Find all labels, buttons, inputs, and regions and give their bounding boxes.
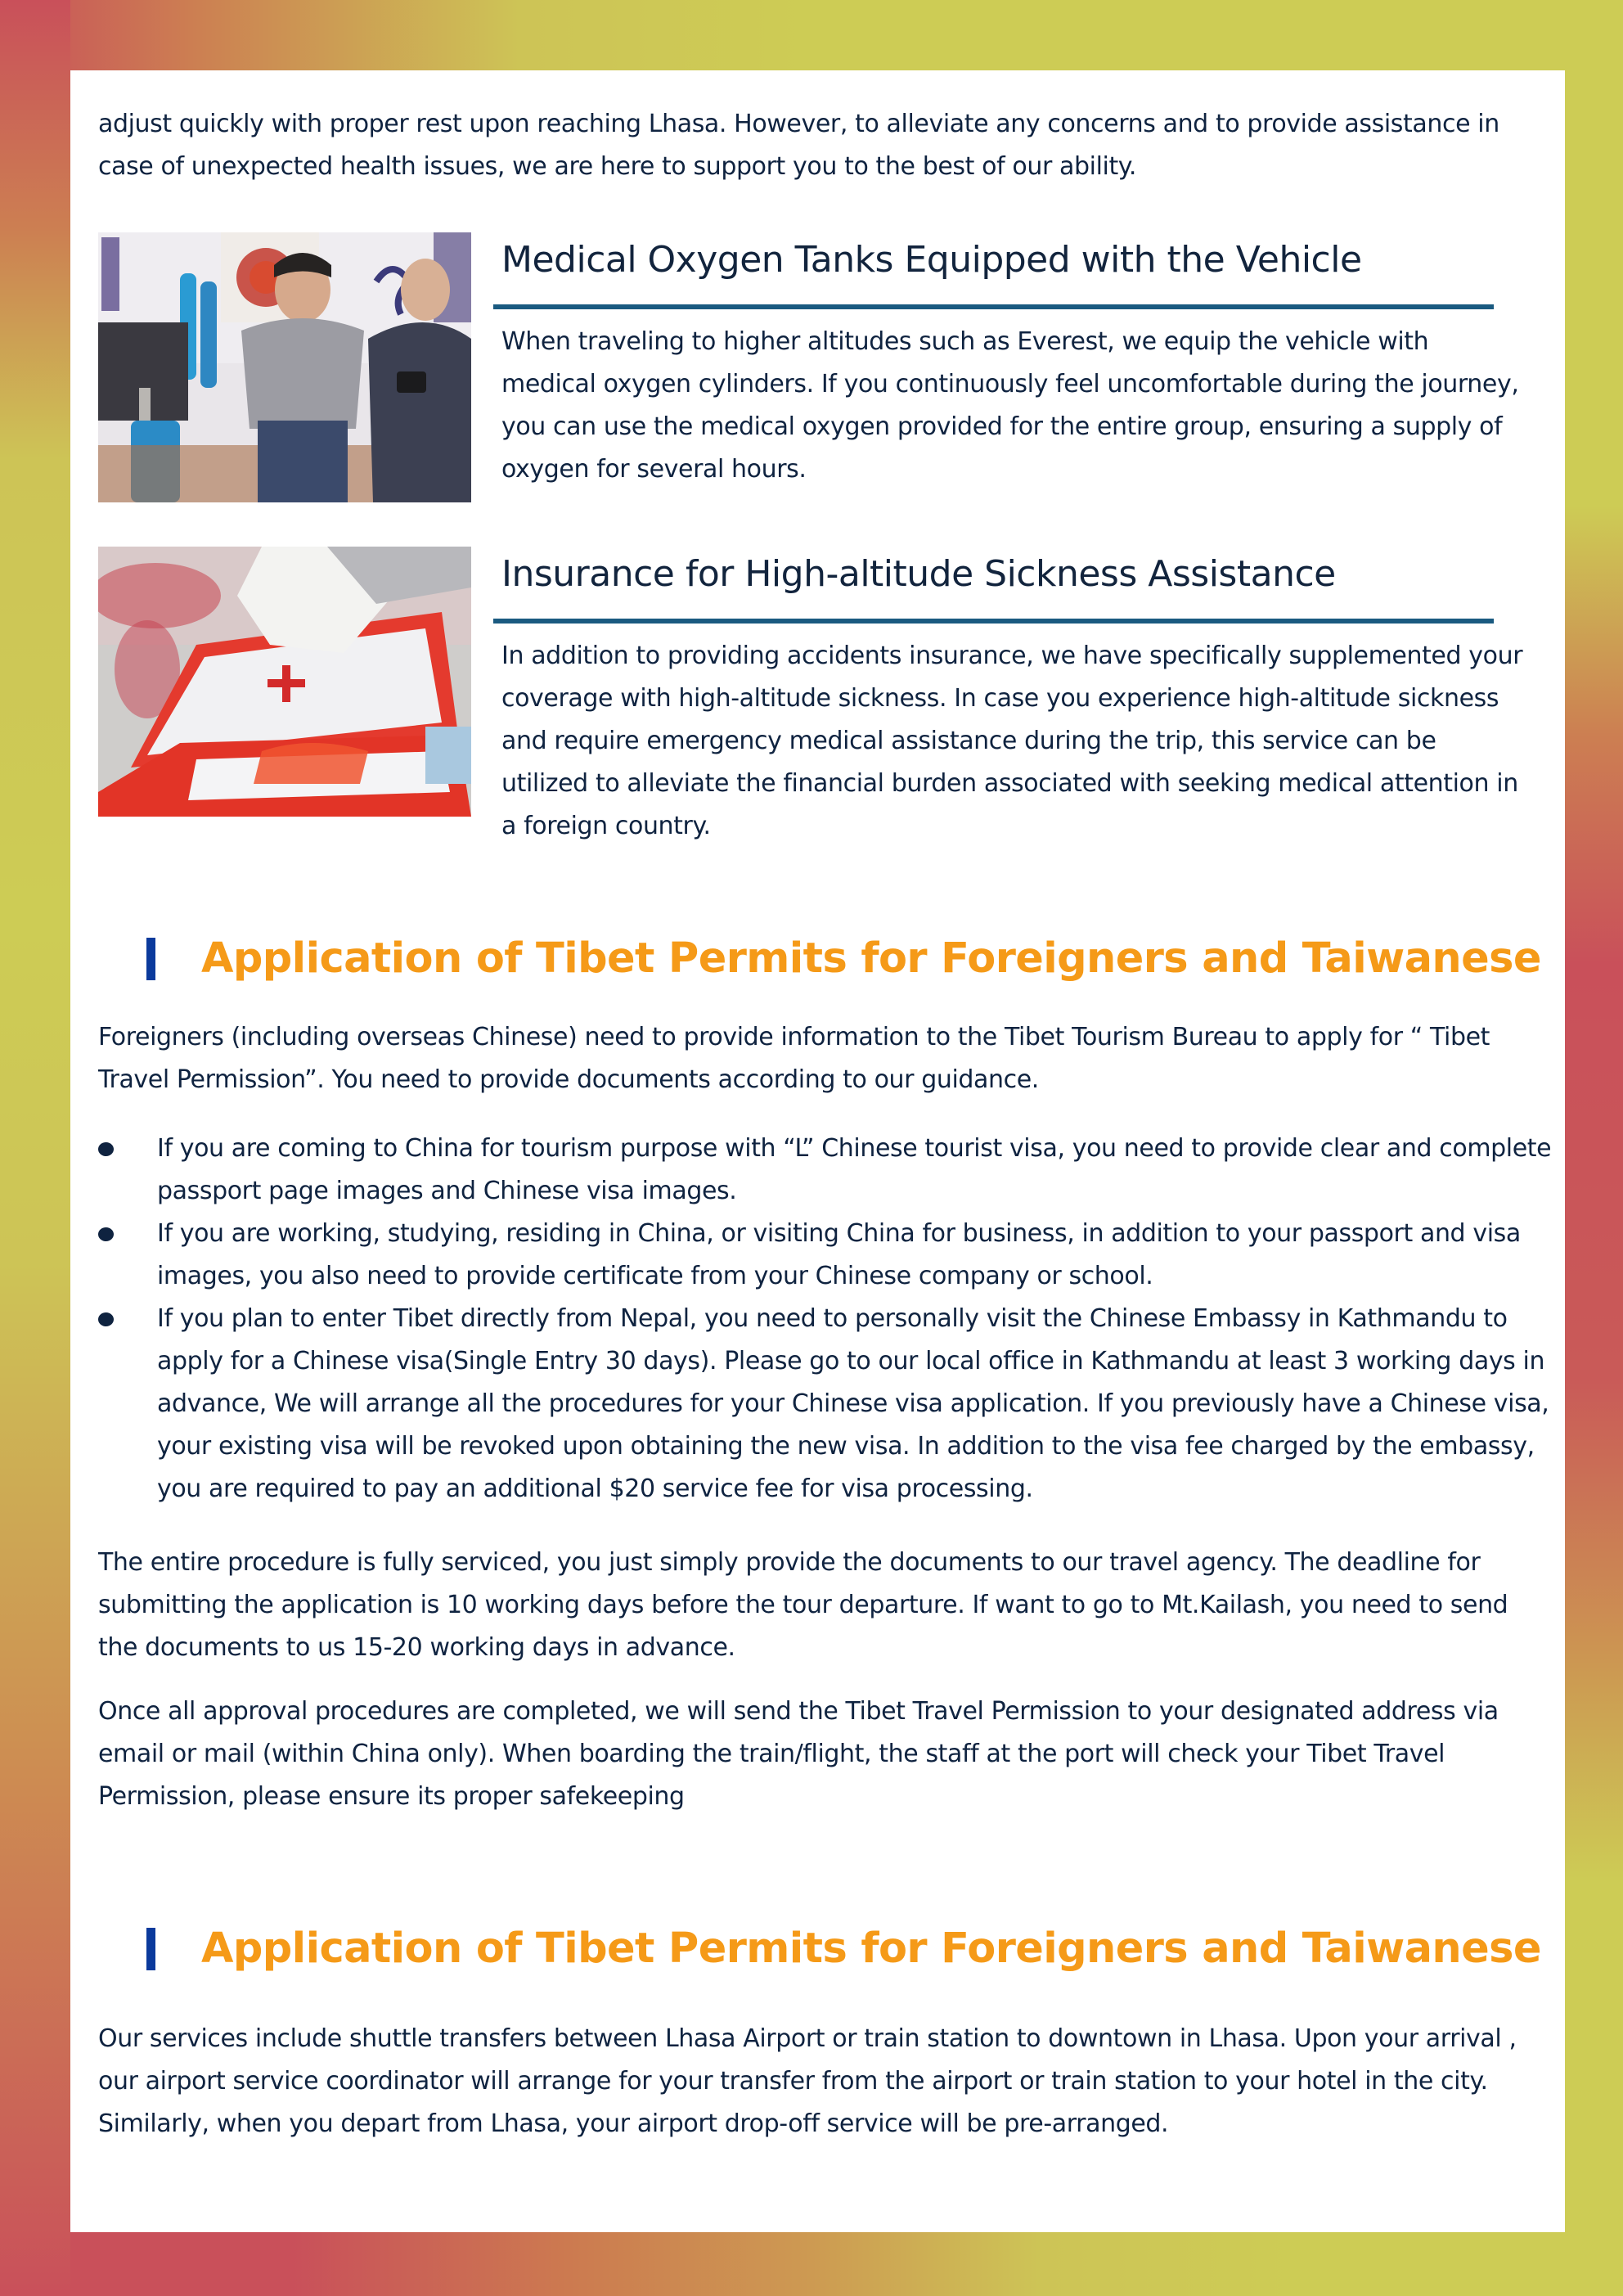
permits-requirements-list — [98, 1128, 1554, 1510]
list-item-text: If you are coming to China for tourism purpose with “L” Chinese tourist visa, you need to provide clear and complete passport page images and Chinese visa images. — [157, 1134, 1552, 1205]
feature-title-underline — [493, 619, 1494, 624]
bullet-icon — [98, 1227, 114, 1241]
section-heading-text: Application of Tibet Permits for Foreigners and Taiwanese — [201, 934, 1541, 983]
decorative-frame-bottom — [0, 2232, 1623, 2296]
list-item — [98, 1298, 1554, 1510]
list-item — [98, 1128, 1554, 1213]
feature-title-insurance: Insurance for High-altitude Sickness Assistance — [501, 553, 1336, 595]
oxygen-photo — [98, 232, 471, 502]
intro-paragraph: adjust quickly with proper rest upon reaching Lhasa. However, to alleviate any concerns and to provide assistance in case of unexpected health issues, we are here to support you to the best of our ability. — [98, 110, 1499, 181]
heading-accent-bar — [146, 938, 155, 980]
list-item — [98, 1213, 1554, 1298]
heading-accent-bar — [146, 1928, 155, 1970]
decorative-frame-right — [1565, 0, 1623, 2296]
feature-body-insurance: In addition to providing accidents insurance, we have specifically supplemented your coverage with high-altitude sickness. In case you experience high-altitude sickness and require emergency medical assistance during the trip, this service can be utilized to alleviate the financial burden associated with seeking medical attention in a foreign country. — [501, 642, 1523, 840]
permits-intro-paragraph: Foreigners (including overseas Chinese) need to provide information to the Tibet Tourism Bureau to apply for “ Tibet Travel Permission”. You need to provide documents according to our guidance. — [98, 1023, 1490, 1094]
transfer-paragraph: Our services include shuttle transfers between Lhasa Airport or train station to downtown in Lhasa. Upon your arrival , our airport service coordinator will arrange for your transfer from the airport or train station to your hotel in the city. Similarly, when you depart from Lhasa, your airport drop-off service will be pre-arranged. — [98, 2024, 1517, 2138]
feature-body-oxygen: When traveling to higher altitudes such as Everest, we equip the vehicle with medical oxygen cylinders. If you continuously feel uncomfortable during the journey, you can use the medical oxygen provided for the entire group, ensuring a supply of oxygen for several hours. — [501, 327, 1519, 484]
first-aid-kit-photo — [98, 547, 471, 817]
list-item-text: If you plan to enter Tibet directly from Nepal, you need to personally visit the Chinese Embassy in Kathmandu to apply for a Chinese visa(Single Entry 30 days). Please go to our local office in Kathmandu at least 3 working days in advance, We will arrange all the procedures for your Chinese visa application. If you previously have a Chinese visa, your existing visa will be revoked upon obtaining the new visa. In addition to the visa fee charged by the embassy, you are required to pay an additional $20 service fee for visa processing. — [157, 1304, 1549, 1503]
content-panel — [70, 70, 1565, 2232]
feature-title-oxygen: Medical Oxygen Tanks Equipped with the Vehicle — [501, 239, 1362, 281]
delivery-paragraph: Once all approval procedures are completed, we will send the Tibet Travel Permission to your designated address via email or mail (within China only). When boarding the train/flight, the staff at the port will check your Tibet Travel Permission, please ensure its proper safekeeping — [98, 1697, 1499, 1811]
section-heading-permits — [146, 933, 1541, 985]
decorative-frame-top — [0, 0, 1623, 70]
bullet-icon — [98, 1142, 114, 1156]
decorative-frame-left — [0, 0, 70, 2296]
section-heading-text: Application of Tibet Permits for Foreigners and Taiwanese — [201, 1925, 1541, 1973]
feature-title-underline — [493, 304, 1494, 309]
procedure-paragraph: The entire procedure is fully serviced, you just simply provide the documents to our travel agency. The deadline for submitting the application is 10 working days before the tour departure. If want to go to Mt.Kailash, you need to send the documents to us 15-20 working days in advance. — [98, 1548, 1508, 1662]
section-heading-transfer — [146, 1923, 1541, 1975]
first-aid-kit-illustration — [98, 547, 471, 817]
list-item-text: If you are working, studying, residing in China, or visiting China for business, in addition to your passport and visa images, you also need to provide certificate from your Chinese company or school. — [157, 1219, 1521, 1290]
oxygen-photo-illustration — [98, 232, 471, 502]
bullet-icon — [98, 1312, 114, 1326]
